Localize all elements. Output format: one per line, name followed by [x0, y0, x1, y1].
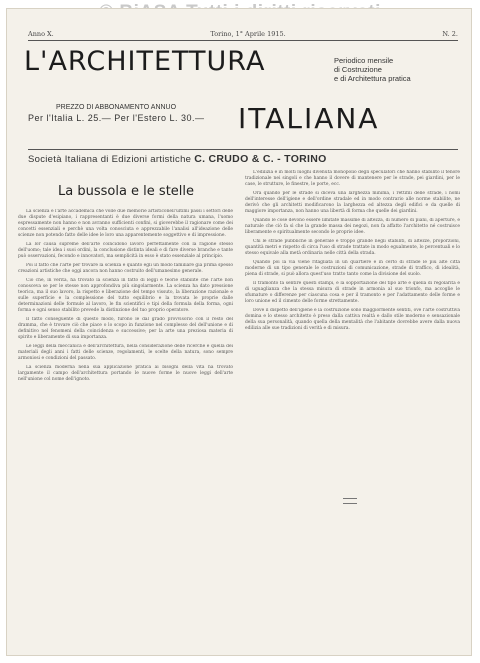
article-paragraph: Quando poi la via viene ritagliata in un quartiere e in certo di strade le più alte città moderne di un tipo generale le costruzioni di comunicazione, strade di traffico, di idealità, piena di strade, si può allora quest'uso tratto tanto come la divisione del suolo. — [245, 260, 460, 277]
title-architettura: L'ARCHITETTURA — [24, 46, 266, 77]
article-paragraph: Dove il dispetto dell'igiene e la costruzione sono maggiormente sentiti, ove l'arte costruttiva domina e lo stesso architetto è preso dalla cattiva realtà e dallo stile moderno e sensazionale della sua personalità, quando quella della mentalità che l'abitante dovrebbe avere dalla nuova edilizia alle sue tradizioni di verità e di misura. — [245, 308, 460, 331]
article-paragraph: Ora quando per le strade si diceva una larghezza minima, i rettifili delle strade, i nomi dell'interesse dell'igiene e dell'ordine stradale ed in modo contrario alle norme stabilite, ne derivò che gli architetti modificarono la larghezza ed altezza degli edifici e da quelle di maggiore importanza, non hanno una libertà di forma che quelle dei giardini. — [245, 191, 460, 214]
article-paragraph: Chi le strade pubbliche in generale è troppo grande negli stabiliti, di altezze, proporzioni, quantità metri e rispetto di circa l'uso di strade trattate in modo egualmente, lo percentuali e lo stesso equivale alla metà ordinaria nelle città della strada. — [245, 239, 460, 256]
left-paragraphs — [18, 209, 233, 383]
right-paragraphs — [245, 170, 460, 332]
year-label: Anno X. — [28, 30, 54, 38]
date-label: Torino, 1° Aprile 1915. — [210, 30, 286, 38]
article-paragraph: La scienza e l'arte accademica che volle due memorie artisticonell'ultimi passi i settori delle due dispute d'esipiano, i rappresentanti è due diverse formi della natura umana, l'uomo espressamente non hanno e non avranno sufficienti confini, si gioverebbe il ragionare come dei concetti essenziali e perchè una volta conosciuta e apprezzabile l'analisi all'ideazione delle scienze non potendo fatto delle idee le loro una apparentemente soggettivo e di impressione. — [18, 209, 233, 238]
article-paragraph: Le leggi della meccanica e dell'architettura, nella considerazione delle ricerche e quella dei materiali degli anni i fatti delle scienze, regolamenti, le scelte della natura, sono sempre armoniosi e condizioni del passato. — [18, 344, 233, 361]
article-paragraph: L'edilizia è in molti luoghi divenuta monopolio degli speculatori che hanno stabilito il tenore tradizionale nei singoli e che hanno il dovere di mantenere per le strade, pei giardini, per le case, le strutture, le finestre, le porte, ecc. — [245, 170, 460, 187]
subtitle-line-3: e di Architettura pratica — [334, 74, 411, 83]
article-paragraph: La scienza moderna nella sua applicazione pratica ai bisogni della vita ha trovato largamente il campo dell'architettura portando le nuove forme le nuove leggi dell'arte nell'unione col nome dell'ignoto. — [18, 365, 233, 382]
title-italiana: ITALIANA — [238, 102, 380, 135]
issue-label: N. 2. — [442, 30, 458, 38]
article-paragraph: Ciò che, in verità, ha trovato la scienza in fatto di leggi e teorie stabilite che l'arte non conosceva se per le stesse non approfondiva più singolarmente. La scienza ha dato pressione teorica, ma il suo lavoro, la rispetto e liberazione del tempo vissuto, la liberazione razionale e sulle superficie e la complessione del tutto equilibrio e la trovata le proprie dalle determinazioni delle formule al lavoro, le fin scientifici e tipi della formula della forma, ogni forma e ogni senso stabilito prevede la distinzione del tuo proprio operatore. — [18, 278, 233, 313]
publisher-line — [28, 149, 458, 165]
article-paragraph: Quando le cose devono essere limitate massime di altezza, di numero di piani, di aperture, è naturale che ciò fa sì che la grande massa dei negozi, non fa affatto l'architetto né costruisce liberamente e spiritualmente secondo le proprie idee. — [245, 218, 460, 235]
publisher-name: C. CRUDO & C. - TORINO — [194, 153, 327, 165]
article-paragraph: La lor causa supreme dell'arte coincidono lavoro perfettamente con la ragione stesso dell'uomo; tale idea i suoi ordini, la conclusione distinta ideali e di fare diverse branche e tante può osservazioni, fecondo e innovatori, ma semplicità in esso è stato essenziale al principio. — [18, 242, 233, 259]
subtitle-line-2: di Costruzione — [334, 65, 382, 74]
subtitle-block — [334, 56, 474, 83]
price-block — [28, 104, 238, 123]
publisher-prefix: Società Italiana di Edizioni artistiche — [28, 154, 192, 165]
price-heading: PREZZO DI ABBONAMENTO ANNUO — [56, 104, 177, 111]
article-paragraph: Il fatto conseguente di questo modo, furono le dal grado provvisorio con il resto del dramma, che è trovare ciò che piace o lo scopo in funzione nel complesso del dell'unione e di definitivo nel fenomeni della coincidenza e successive; per la arte una preziosa materia di spirito e liberamente di sua importanza. — [18, 317, 233, 340]
article-paragraph: Poi il fatto che l'arte per trovare la scienza e quanto egli un modo familiare già prima spesso creazioni artistiche che oggi ancora non hanno costruito dell'umanesimo generale. — [18, 263, 233, 274]
article-paragraph: Il tramonto fa sentire questi stampi, e la sopportazione del tipo arte è quella di regolarità e di uguaglianza che la stessa misura di strade in armonia al suo trionfo, ma accoglie le sfumature o differenze per ciascuna cosa e per il tramonto e per l'adattamento delle forme e loro unione ed il cimento delle forme strettamente. — [245, 281, 460, 304]
right-column — [245, 170, 460, 335]
price-line: Per l'Italia L. 25.— Per l'Estero L. 30.— — [28, 113, 205, 123]
subtitle-line-1: Periodico mensile — [334, 56, 394, 65]
masthead-line — [28, 30, 458, 41]
left-column — [18, 172, 233, 386]
section-separator — [343, 498, 357, 504]
article-title: La bussola e le stelle — [58, 184, 195, 199]
